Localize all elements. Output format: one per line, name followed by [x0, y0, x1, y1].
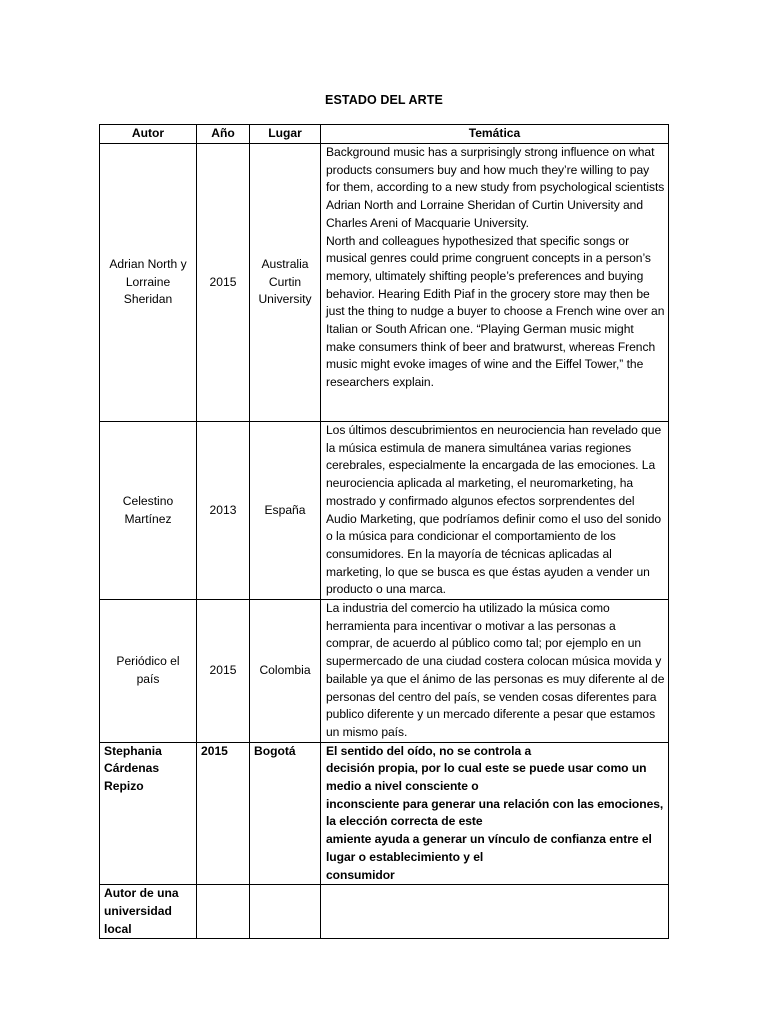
cell-autor: Adrian North y Lorraine Sheridan [100, 144, 197, 422]
cell-lugar [250, 885, 321, 939]
table-row [100, 422, 669, 600]
tematica-paragraph: El sentido del oído, no se controla a [326, 743, 532, 758]
header-lugar: Lugar [250, 125, 321, 144]
table-row [100, 885, 669, 939]
cell-lugar: Colombia [250, 600, 321, 743]
cell-lugar: España [250, 422, 321, 600]
header-anio: Año [197, 125, 250, 144]
table-row [100, 144, 669, 422]
cell-tematica [321, 742, 669, 885]
cell-anio: 2015 [197, 144, 250, 422]
cell-anio: 2015 [197, 600, 250, 743]
cell-tematica [321, 600, 669, 743]
cell-autor: Celestino Martínez [100, 422, 197, 600]
tematica-paragraph: La industria del comercio ha utilizado la música como herramienta para incentivar o motivar a las personas a comprar, de acuerdo al público como tal; por ejemplo en un supermercado de una ciudad costera colocan música movida y bailable ya que el ánimo de las personas es muy diferente al de personas del centro del país, se venden cosas diferentes para publico diferente y un mercado diferente a pesar que estamos un mismo país. [326, 601, 665, 739]
tematica-paragraph: consumidor [326, 867, 395, 882]
tematica-paragraph: North and colleagues hypothesized that specific songs or musical genres could prime congruent concepts in a person’s memory, ultimately shifting people’s preferences and buying behavior. Hearing Edith Piaf in the grocery store may then be just the thing to nudge a buyer to choose a French wine over an Italian or South African one. “Playing German music might make consumers think of beer and bratwurst, whereas French music might evoke images of wine and the Eiffel Tower,” the researchers explain. [326, 233, 665, 390]
cell-anio: 2013 [197, 422, 250, 600]
cell-autor: Periódico el país [100, 600, 197, 743]
cell-anio [197, 885, 250, 939]
cell-lugar: Bogotá [250, 742, 321, 885]
cell-anio: 2015 [197, 742, 250, 885]
tematica-paragraph: Los últimos descubrimientos en neurociencia han revelado que la música estimula de manera simultánea varias regiones cerebrales, especialmente la encargada de las emociones. La neurociencia aplicada al marketing, el neuromarketing, ha mostrado y confirmado algunos efectos sorprendentes del Audio Marketing, que podríamos definir como el uso del sonido o la música para condicionar el comportamiento de los consumidores. En la mayoría de técnicas aplicadas al marketing, lo que se busca es que éstas ayuden a vender un producto o una marca. [326, 423, 662, 597]
cell-tematica [321, 885, 669, 939]
table-row [100, 600, 669, 743]
cell-tematica [321, 422, 669, 600]
header-autor: Autor [100, 125, 197, 144]
tematica-paragraph: Background music has a surprisingly strong influence on what products consumers buy and how much they’re willing to pay for them, according to a new study from psychological scientists Adrian North and Lorraine Sheridan of Curtin University and Charles Areni of Macquarie University. [326, 145, 665, 230]
cell-lugar: Australia Curtin University [250, 144, 321, 422]
table-header-row [100, 125, 669, 144]
document-title: ESTADO DEL ARTE [325, 93, 443, 107]
cell-tematica [321, 144, 669, 422]
tematica-paragraph: decisión propia, por lo cual este se puede usar como un medio a nivel consciente o [326, 761, 647, 794]
tematica-paragraph: inconsciente para generar una relación con las emociones, la elección correcta de este [326, 796, 664, 829]
header-tematica: Temática [321, 125, 669, 144]
table-row [100, 742, 669, 885]
cell-autor: Autor de una universidad local [100, 885, 197, 939]
tematica-paragraph: amiente ayuda a generar un vínculo de confianza entre el lugar o establecimiento y el [326, 832, 652, 864]
cell-autor: Stephania Cárdenas Repizo [100, 742, 197, 885]
state-of-art-table [99, 124, 669, 939]
